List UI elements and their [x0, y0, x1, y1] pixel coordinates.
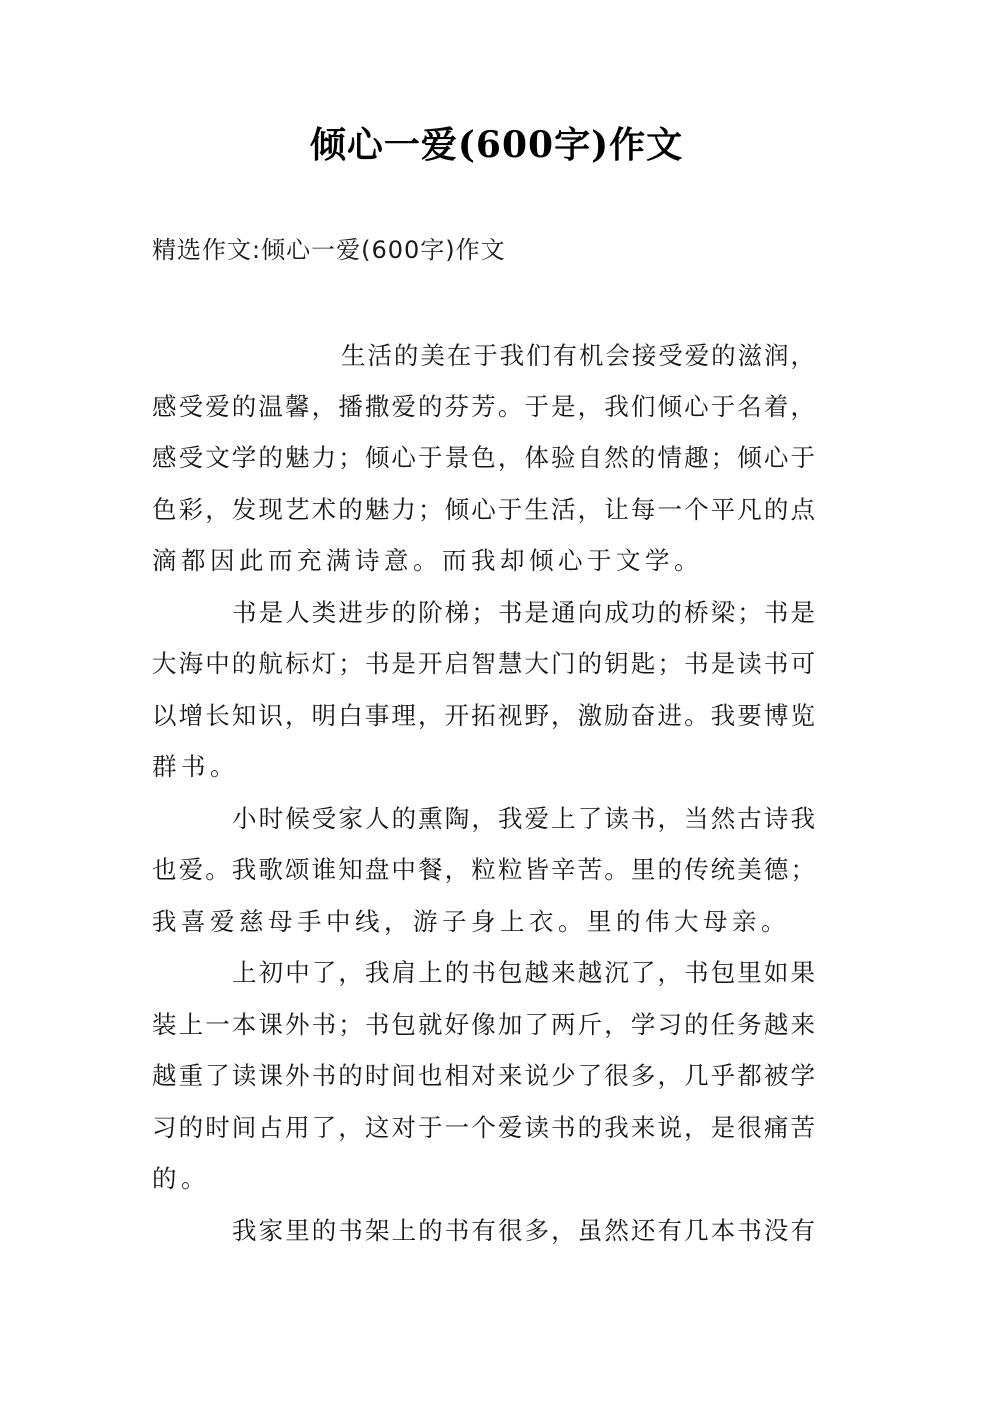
- paragraph-4-line-2: 装上一本课外书；书包就好像加了两斤，学习的任务越来: [152, 1010, 815, 1039]
- paragraph-2-line-1: 书是人类进步的阶梯；书是通向成功的桥梁；书是: [232, 598, 815, 627]
- paragraph-3-line-2: 也爱。我歌颂谁知盘中餐，粒粒皆辛苦。里的传统美德；: [152, 855, 815, 884]
- document-title: 倾心一爱(600字)作文: [309, 124, 684, 166]
- paragraph-4-line-4: 习的时间占用了，这对于一个爱读书的我来说，是很痛苦: [152, 1113, 815, 1142]
- paragraph-2-line-4: 群书。: [152, 752, 239, 781]
- paragraph-4-line-1: 上初中了，我肩上的书包越来越沉了，书包里如果: [232, 958, 815, 987]
- paragraph-1-line-4: 色彩，发现艺术的魅力；倾心于生活，让每一个平凡的点: [152, 495, 815, 524]
- paragraph-3-line-3: 我喜爱慈母手中线，游子身上衣。里的伟大母亲。: [152, 907, 790, 936]
- paragraph-1-line-2: 感受爱的温馨，播撒爱的芬芳。于是，我们倾心于名着，: [152, 392, 815, 421]
- paragraph-1-line-5: 滴都因此而充满诗意。而我却倾心于文学。: [152, 546, 703, 575]
- paragraph-1-line-1: 生活的美在于我们有机会接受爱的滋润，: [341, 341, 815, 370]
- paragraph-5-line-1: 我家里的书架上的书有很多，虽然还有几本书没有: [232, 1216, 815, 1245]
- document-subtitle: 精选作文:倾心一爱(600字)作文: [152, 236, 506, 264]
- paragraph-4-line-5: 的。: [152, 1164, 210, 1193]
- paragraph-2-line-2: 大海中的航标灯；书是开启智慧大门的钥匙；书是读书可: [152, 649, 815, 678]
- paragraph-1-line-3: 感受文学的魅力；倾心于景色，体验自然的情趣；倾心于: [152, 443, 815, 472]
- paragraph-4-line-3: 越重了读课外书的时间也相对来说少了很多，几乎都被学: [152, 1061, 815, 1090]
- paragraph-2-line-3: 以增长知识，明白事理，开拓视野，激励奋进。我要博览: [152, 701, 815, 730]
- paragraph-3-line-1: 小时候受家人的熏陶，我爱上了读书，当然古诗我: [232, 804, 815, 833]
